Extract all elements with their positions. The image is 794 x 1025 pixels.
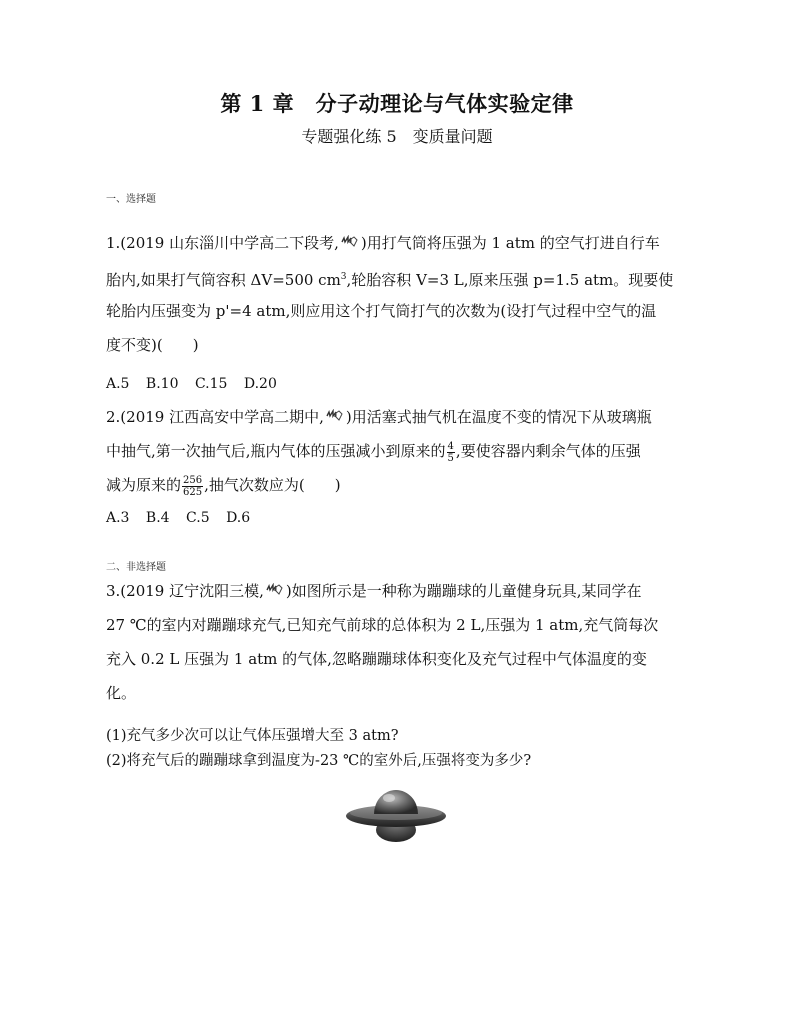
difficulty-star-icon [264, 583, 286, 597]
question-2 [106, 400, 696, 502]
option: D.6 [226, 510, 251, 526]
difficulty-star-icon [339, 235, 361, 249]
question-3-subquestion-2: (2)将充气后的蹦蹦球拿到温度为-23 ℃的室外后,压强将变为多少? [106, 753, 532, 769]
question-3-line-4: 化。 [106, 684, 137, 702]
option: B.10 [145, 376, 179, 392]
fraction: $\frac{4}{5}$ [447, 440, 454, 464]
question-2-options [106, 510, 262, 526]
topic-subtitle: 专题强化练 5 变质量问题 [301, 127, 493, 146]
question-3-line-1: 3.(2019 辽宁沈阳三模, )如图所示是一种称为蹦蹦球的儿童健身玩具,某同学在 [106, 582, 642, 600]
option: D.20 [243, 376, 277, 392]
question-3-subquestion-1: (1)充气多少次可以让气体压强增大至 3 atm? [106, 728, 399, 744]
question-3 [106, 574, 696, 710]
question-1-line-3: 轮胎内压强变为 p'=4 atm,则应用这个打气筒打气的次数为(设打气过程中空气的温 [106, 302, 657, 320]
question-1 [106, 226, 696, 362]
question-1-line-1: 1.(2019 山东淄川中学高二下段考, )用打气筒将压强为 1 atm 的空气打进自行车 [106, 234, 660, 252]
option: A.3 [106, 510, 130, 526]
question-2-line-3: 减为原来的 $\frac{256}{625}$ ,抽气次数应为( ) [106, 474, 341, 498]
question-3-line-2: 27 ℃的室内对蹦蹦球充气,已知充气前球的总体积为 2 L,压强为 1 atm,充气筒每次 [106, 616, 659, 634]
question-1-line-2: 胎内,如果打气筒容积 ΔV=500 $cm^3$,轮胎容积 V=3 L,原来压强 p=1.5 atm。现要使 [106, 271, 674, 289]
question-1-options [106, 376, 289, 392]
option: A.5 [106, 376, 130, 392]
question-1-line-4: 度不变)( ) [106, 336, 199, 354]
option: B.4 [145, 510, 170, 526]
question-2-line-1: 2.(2019 江西高安中学高二期中, )用活塞式抽气机在温度不变的情况下从玻璃瓶 [106, 408, 652, 426]
difficulty-star-icon [324, 409, 346, 423]
chapter-title: 第 1 章 分子动理论与气体实验定律 [220, 91, 574, 116]
section-heading-choice: 一、选择题 [106, 194, 156, 205]
question-2-line-2: 中抽气,第一次抽气后,瓶内气体的压强减小到原来的 $\frac{4}{5}$ ,要使容器内剩余气体的压强 [106, 440, 641, 464]
question-3-line-3: 充入 0.2 L 压强为 1 atm 的气体,忽略蹦蹦球体积变化及充气过程中气体温度的变 [106, 650, 647, 668]
bouncing-ball-illustration [344, 778, 448, 848]
option: C.15 [194, 376, 228, 392]
option: C.5 [186, 510, 210, 526]
fraction: $\frac{256}{625}$ [183, 474, 203, 498]
section-heading-nonchoice: 二、非选择题 [106, 562, 166, 573]
